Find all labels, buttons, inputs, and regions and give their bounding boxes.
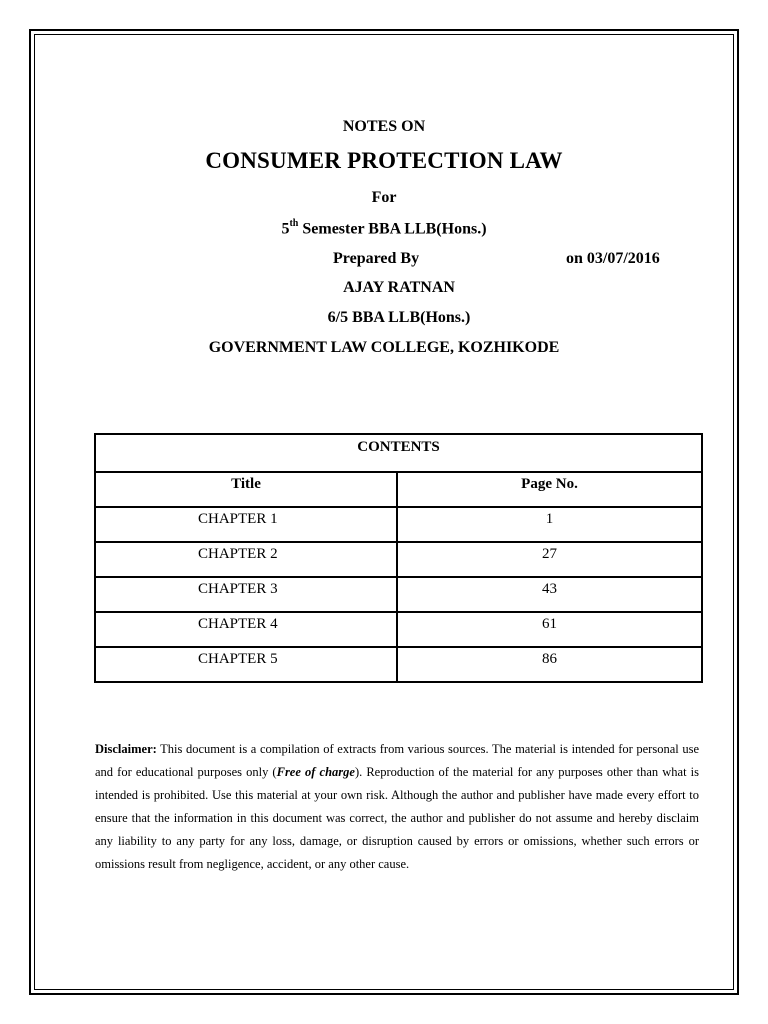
author-name: AJAY RATNAN (343, 279, 455, 296)
prepared-date: on 03/07/2016 (566, 250, 660, 267)
chapter-title: CHAPTER 4 (95, 612, 397, 647)
chapter-page: 43 (397, 577, 702, 612)
table-row (95, 647, 702, 682)
notes-on-label: NOTES ON (342, 118, 426, 135)
table-row (95, 612, 702, 647)
free-of-charge-text: Free of charge (276, 765, 355, 779)
chapter-title: CHAPTER 5 (95, 647, 397, 682)
table-row (95, 542, 702, 577)
disclaimer-paragraph (95, 738, 699, 876)
column-header-page: Page No. (397, 472, 702, 507)
chapter-title: CHAPTER 3 (95, 577, 397, 612)
contents-heading: CONTENTS (95, 434, 702, 472)
chapter-title: CHAPTER 1 (95, 507, 397, 542)
author-class: 6/5 BBA LLB(Hons.) (327, 309, 471, 326)
chapter-page: 86 (397, 647, 702, 682)
chapter-page: 61 (397, 612, 702, 647)
college-name: GOVERNMENT LAW COLLEGE, KOZHIKODE (208, 339, 560, 356)
contents-table (94, 433, 703, 683)
table-row (95, 507, 702, 542)
contents-column-header-row (95, 472, 702, 507)
semester-suffix: th (289, 218, 299, 229)
for-label: For (371, 189, 397, 206)
chapter-page: 1 (397, 507, 702, 542)
semester-number: 5 (281, 220, 290, 238)
column-header-title: Title (95, 472, 397, 507)
chapter-title: CHAPTER 2 (95, 542, 397, 577)
disclaimer-text-part1: This document is a compilation of extracts from various sources. The material is intended for personal use and for educational purposes only ( (95, 742, 699, 779)
contents-heading-row (95, 434, 702, 472)
chapter-page: 27 (397, 542, 702, 577)
document-title: CONSUMER PROTECTION LAW (205, 148, 563, 173)
semester-text: Semester BBA LLB(Hons.) (298, 220, 487, 238)
table-row (95, 577, 702, 612)
disclaimer-text-part2: ). Reproduction of the material for any purposes other than what is intended is prohibited. Use this material at your own risk. Although the author and publisher have made every effort to ensure that the information in this document was correct, the author and publisher do not assume and hereby disclaim any liability to any party for any loss, damage, or disruption caused by errors or omissions, whether such errors or omissions result from negligence, accident, or any other cause. (95, 765, 700, 871)
disclaimer-label: Disclaimer: (95, 742, 157, 756)
semester-line (0, 219, 768, 238)
prepared-by-label: Prepared By (333, 250, 420, 267)
